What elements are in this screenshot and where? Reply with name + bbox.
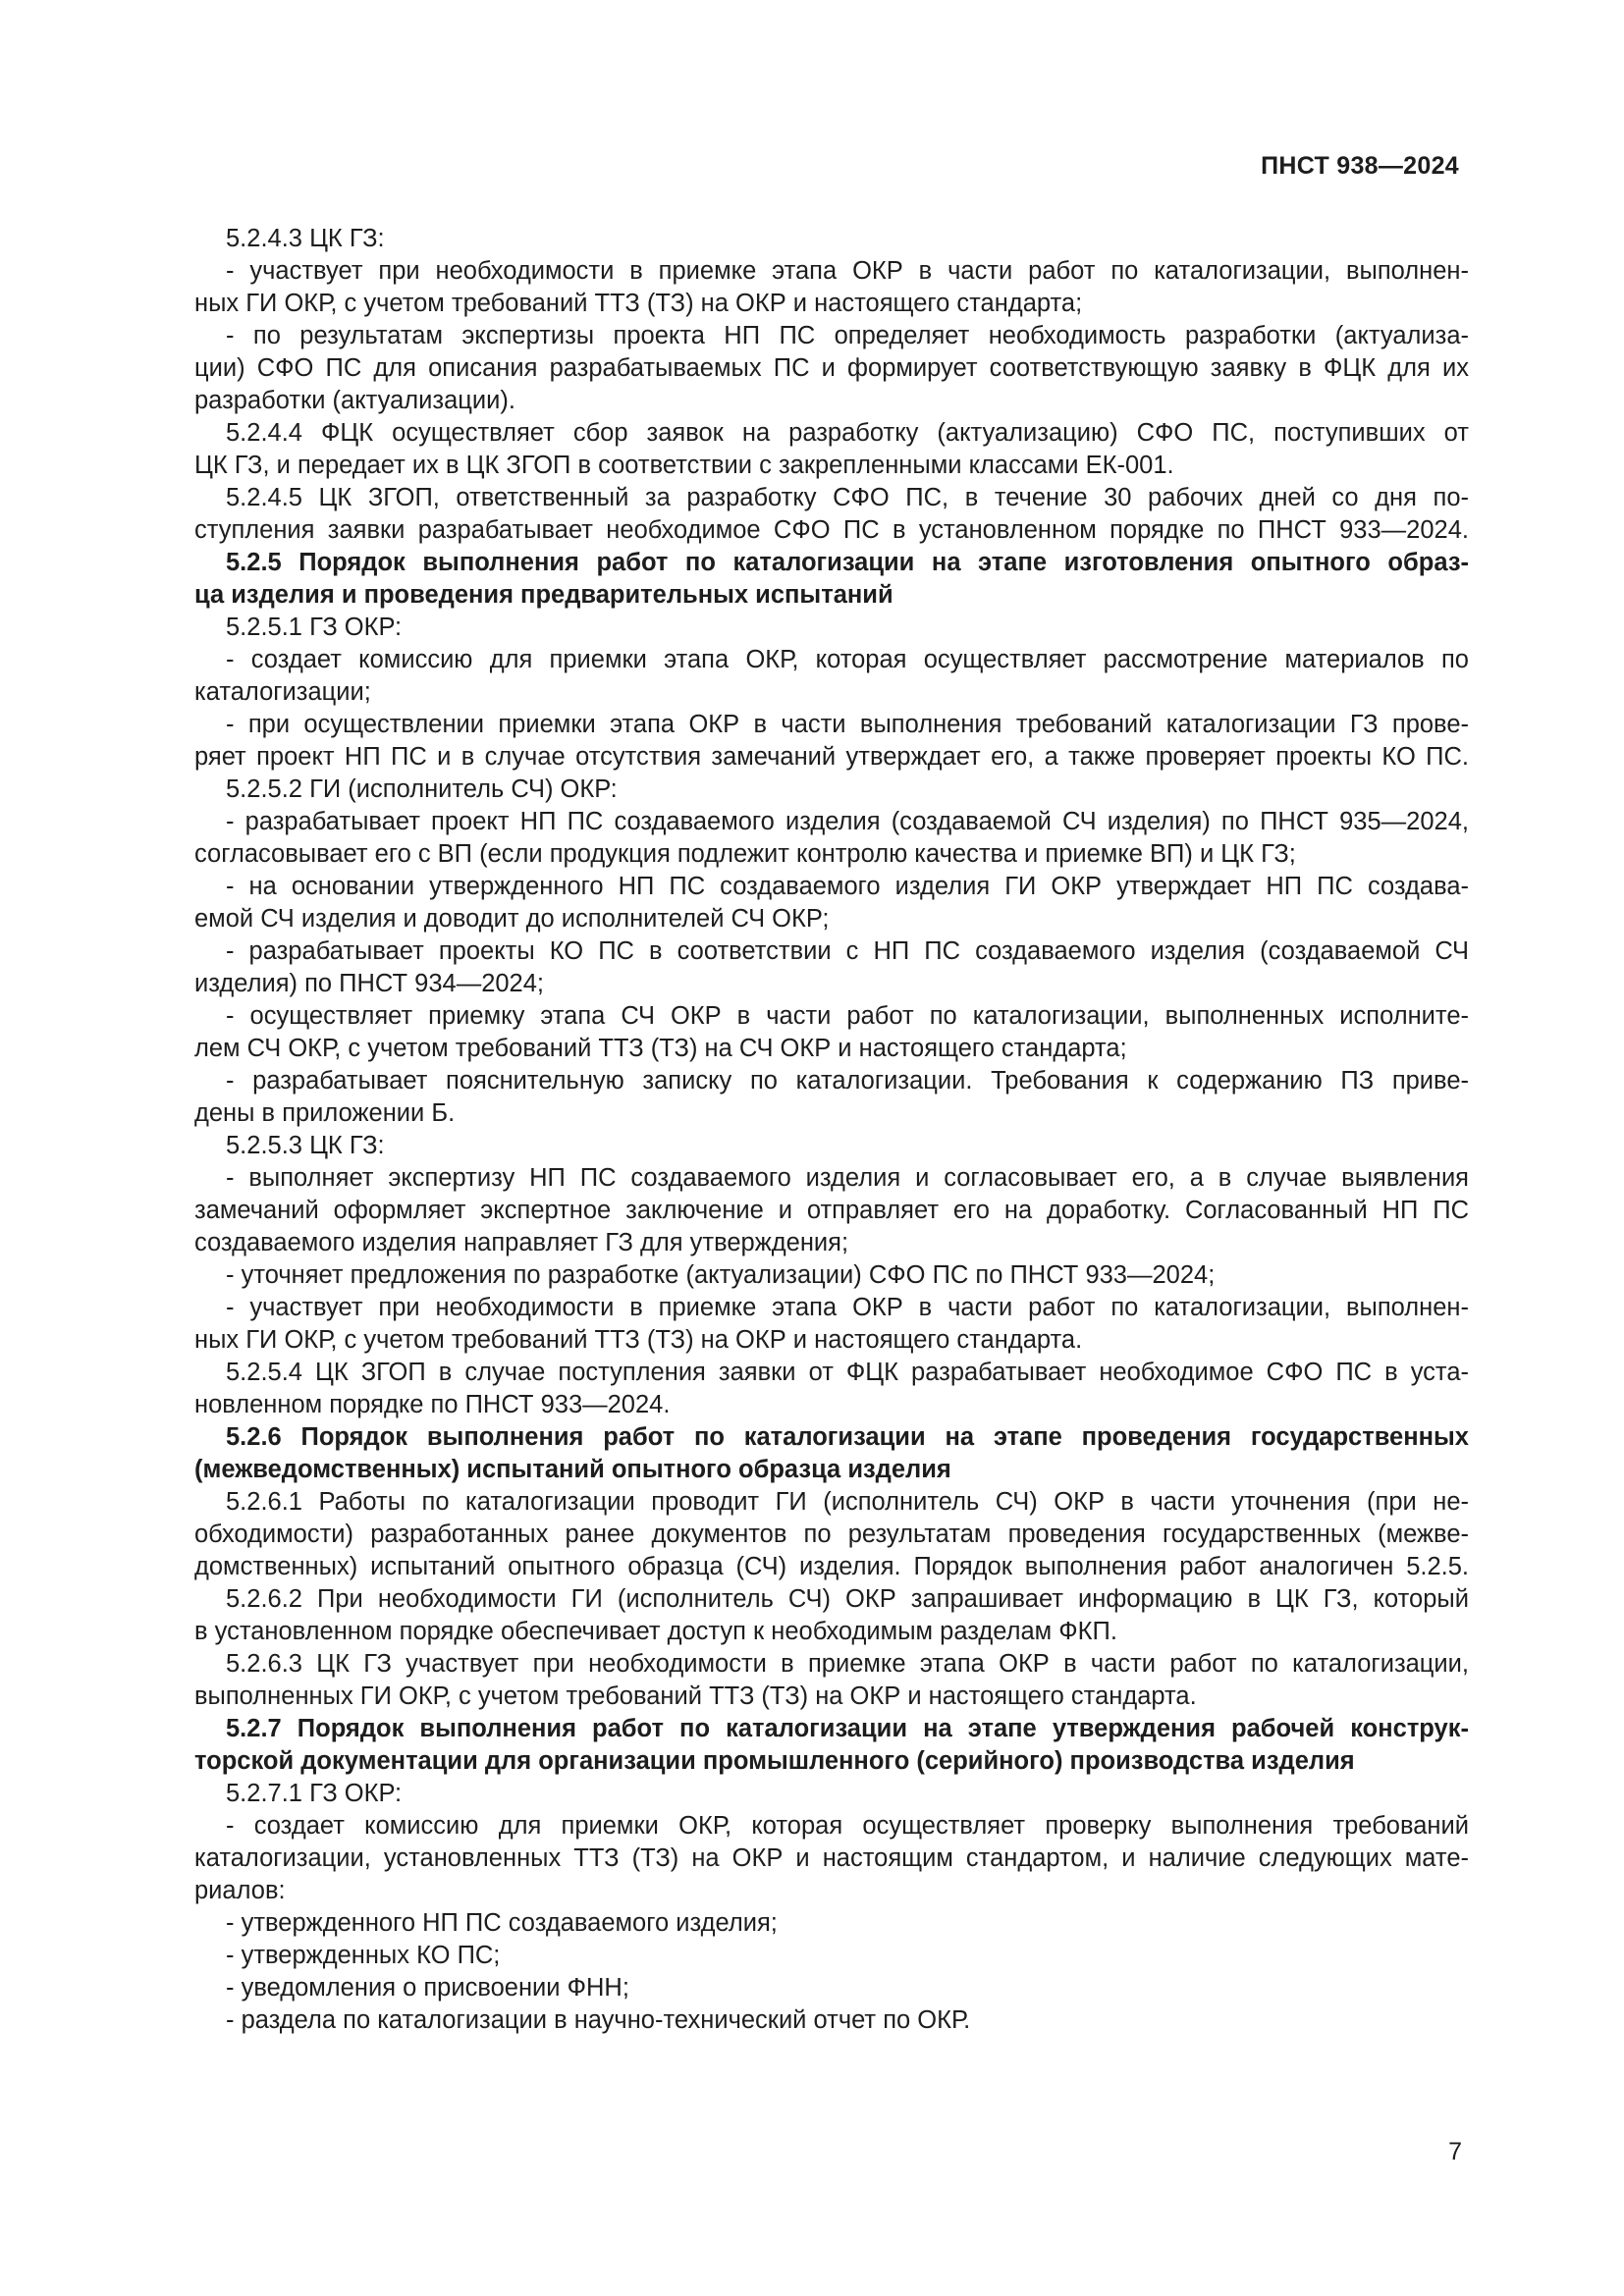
text-line: - разрабатывает проект НП ПС создаваемого изделия (создаваемой СЧ изделия) по ПНСТ 935—2024, — [226, 808, 1469, 835]
text-line: - разрабатывает проекты КО ПС в соответствии с НП ПС создаваемого изделия (создаваемой СЧ — [226, 937, 1469, 965]
text-line: - по результатам экспертизы проекта НП ПС определяет необходимость разработки (актуализа- — [226, 322, 1469, 349]
text-line: ЦК ГЗ, и передает их в ЦК ЗГОП в соответствии с закрепленными классами ЕК-001. — [194, 452, 1174, 479]
text-line: 5.2.6.2 При необходимости ГИ (исполнитель СЧ) ОКР запрашивает информацию в ЦК ГЗ, который — [226, 1585, 1469, 1613]
text-line: каталогизации, установленных ТТЗ (ТЗ) на ОКР и настоящим стандартом, и наличие следующих мате- — [194, 1844, 1469, 1872]
text-line: ных ГИ ОКР, с учетом требований ТТЗ (ТЗ) на ОКР и настоящего стандарта; — [194, 290, 1083, 317]
text-line: - осуществляет приемку этапа СЧ ОКР в части работ по каталогизации, выполненных исполните- — [226, 1002, 1469, 1030]
text-line: 5.2.4.5 ЦК ЗГОП, ответственный за разработку СФО ПС, в течение 30 рабочих дней со дня по- — [226, 484, 1469, 511]
text-line: 5.2.4.3 ЦК ГЗ: — [226, 225, 385, 252]
text-line: изделия) по ПНСТ 934—2024; — [194, 970, 545, 997]
text-line: 5.2.4.4 ФЦК осуществляет сбор заявок на разработку (актуализацию) СФО ПС, поступивших от — [226, 419, 1469, 447]
document-body — [194, 223, 1469, 2037]
text-line: - создает комиссию для приемки этапа ОКР, которая осуществляет рассмотрение материалов по — [226, 646, 1469, 673]
text-line: - участвует при необходимости в приемке этапа ОКР в части работ по каталогизации, выполнен- — [226, 1294, 1469, 1321]
section-heading-line: ца изделия и проведения предварительных испытаний — [194, 581, 893, 609]
text-line: создаваемого изделия направляет ГЗ для утверждения; — [194, 1229, 849, 1256]
text-line: замечаний оформляет экспертное заключение и отправляет его на доработку. Согласованный НП ПС — [194, 1197, 1469, 1224]
text-line: согласовывает его с ВП (если продукция подлежит контролю качества и приемке ВП) и ЦК ГЗ; — [194, 840, 1296, 868]
text-line: - выполняет экспертизу НП ПС создаваемого изделия и согласовывает его, а в случае выявления — [226, 1164, 1469, 1192]
text-line: 5.2.7.1 ГЗ ОКР: — [226, 1780, 403, 1807]
text-line: - раздела по каталогизации в научно-технический отчет по ОКР. — [226, 2006, 971, 2034]
text-line: - на основании утвержденного НП ПС создаваемого изделия ГИ ОКР утверждает НП ПС создава- — [226, 873, 1469, 900]
text-line: емой СЧ изделия и доводит до исполнителей СЧ ОКР; — [194, 905, 830, 933]
document-header-id: ПНСТ 938—2024 — [1261, 152, 1459, 180]
section-heading-line: 5.2.7 Порядок выполнения работ по каталогизации на этапе утверждения рабочей конструк- — [226, 1715, 1469, 1742]
text-line: 5.2.5.3 ЦК ГЗ: — [226, 1132, 385, 1159]
section-heading-line: 5.2.5 Порядок выполнения работ по каталогизации на этапе изготовления опытного образ- — [226, 549, 1469, 576]
section-heading-line: 5.2.6 Порядок выполнения работ по каталогизации на этапе проведения государственных — [226, 1423, 1469, 1451]
text-line: ряет проект НП ПС и в случае отсутствия замечаний утверждает его, а также проверяет проекты КО ПС. — [194, 743, 1469, 771]
text-line: - уведомления о присвоении ФНН; — [226, 1974, 629, 2002]
text-line: ступления заявки разрабатывает необходимое СФО ПС в установленном порядке по ПНСТ 933—2024. — [194, 516, 1469, 544]
text-line: - утвержденных КО ПС; — [226, 1942, 501, 1969]
text-line: - утвержденного НП ПС создаваемого изделия; — [226, 1909, 778, 1937]
text-line: в установленном порядке обеспечивает доступ к необходимым разделам ФКП. — [194, 1618, 1117, 1645]
text-line: 5.2.5.4 ЦК ЗГОП в случае поступления заявки от ФЦК разрабатывает необходимое СФО ПС в уста- — [226, 1359, 1469, 1386]
text-line: обходимости) разработанных ранее документов по результатам проведения государственных (межве- — [194, 1521, 1469, 1548]
text-line: выполненных ГИ ОКР, с учетом требований ТТЗ (ТЗ) на ОКР и настоящего стандарта. — [194, 1682, 1197, 1710]
text-line: 5.2.6.1 Работы по каталогизации проводит ГИ (исполнитель СЧ) ОКР в части уточнения (при не- — [226, 1488, 1469, 1516]
text-line: - при осуществлении приемки этапа ОКР в части выполнения требований каталогизации ГЗ прове- — [226, 711, 1469, 738]
text-line: ции) СФО ПС для описания разрабатываемых ПС и формирует соответствующую заявку в ФЦК для их — [194, 354, 1469, 382]
text-line: ных ГИ ОКР, с учетом требований ТТЗ (ТЗ) на ОКР и настоящего стандарта. — [194, 1326, 1083, 1354]
text-line: 5.2.6.3 ЦК ГЗ участвует при необходимости в приемке этапа ОКР в части работ по каталогизации, — [226, 1650, 1469, 1678]
text-line: 5.2.5.1 ГЗ ОКР: — [226, 614, 403, 641]
text-line: каталогизации; — [194, 678, 371, 706]
text-line: дены в приложении Б. — [194, 1099, 456, 1127]
text-line: - участвует при необходимости в приемке этапа ОКР в части работ по каталогизации, выполнен- — [226, 257, 1469, 285]
text-line: - уточняет предложения по разработке (актуализации) СФО ПС по ПНСТ 933—2024; — [226, 1261, 1216, 1289]
text-line: новленном порядке по ПНСТ 933—2024. — [194, 1391, 671, 1418]
text-line: - создает комиссию для приемки ОКР, которая осуществляет проверку выполнения требований — [226, 1812, 1469, 1840]
text-line: разработки (актуализации). — [194, 387, 515, 414]
text-line: - разрабатывает пояснительную записку по каталогизации. Требования к содержанию ПЗ приве- — [226, 1067, 1469, 1095]
text-line: риалов: — [194, 1877, 286, 1904]
text-line: домственных) испытаний опытного образца (СЧ) изделия. Порядок выполнения работ аналогичен 5.2.5. — [194, 1553, 1469, 1580]
section-heading-line: (межведомственных) испытаний опытного образца изделия — [194, 1456, 951, 1483]
page-number: 7 — [1448, 2138, 1462, 2165]
section-heading-line: торской документации для организации промышленного (серийного) производства изделия — [194, 1747, 1355, 1775]
text-line: лем СЧ ОКР, с учетом требований ТТЗ (ТЗ) на СЧ ОКР и настоящего стандарта; — [194, 1035, 1127, 1062]
text-line: 5.2.5.2 ГИ (исполнитель СЧ) ОКР: — [226, 775, 618, 803]
